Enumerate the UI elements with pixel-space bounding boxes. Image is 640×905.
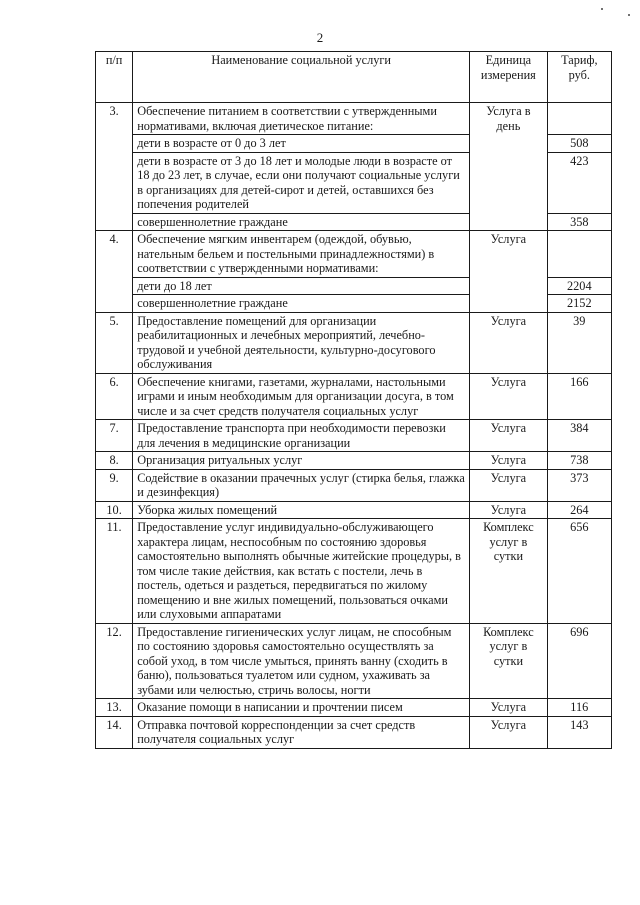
table-row [96,373,612,420]
table-header-row [96,52,612,103]
header-name: Наименование социальной услуги [133,52,470,103]
service-price: 264 [547,501,611,519]
service-name: Уборка жилых помещений [133,501,470,519]
service-name: Организация ритуальных услуг [133,452,470,470]
service-unit: Услуга в день [470,103,547,231]
tariff-table [95,51,612,749]
service-name: Предоставление гигиенических услуг лицам, не способным по состоянию здоровья самостоятельно осуществлять за собой уход, в том числе умыться, принять ванну (сходить в баню), пользоваться туалетом или судном, ухаживать за зубами или челюстью, стричь волосы, ногти [133,623,470,699]
service-name: Обеспечение питанием в соответствии с утвержденными нормативами, включая диетическое питание: [133,103,470,135]
service-number: 10. [96,501,133,519]
service-name: Обеспечение мягким инвентарем (одеждой, обувью, нательным бельем и постельными принадлежностями) в соответствии с утвержденными нормативами: [133,231,470,278]
service-number: 8. [96,452,133,470]
service-number: 7. [96,420,133,452]
service-number: 11. [96,519,133,624]
service-unit: Услуга [470,716,547,748]
subitem-name: дети в возрасте от 3 до 18 лет и молодые люди в возрасте от 18 до 23 лет, в случае, если они получают социальные услуги в организациях для детей-сирот и детей, оставшихся без попечения родителей [133,152,470,213]
service-price: 384 [547,420,611,452]
table-row [96,519,612,624]
service-price: 116 [547,699,611,717]
subitem-name: дети до 18 лет [133,277,470,295]
table-row [96,103,612,135]
table-body [96,103,612,749]
service-number: 13. [96,699,133,717]
service-unit: Услуга [470,312,547,373]
subitem-price: 358 [547,213,611,231]
service-price: 373 [547,469,611,501]
service-number: 4. [96,231,133,313]
scan-speck [601,8,603,10]
service-unit: Услуга [470,231,547,313]
service-name: Отправка почтовой корреспонденции за счет средств получателя социальных услуг [133,716,470,748]
service-number: 9. [96,469,133,501]
service-price [547,103,611,135]
header-unit: Единица измерения [470,52,547,103]
table-row [96,501,612,519]
scan-speck [628,14,630,16]
service-name: Предоставление услуг индивидуально-обслуживающего характера лицам, неспособным по состоянию здоровья самостоятельно выполнять обычные житейские процедуры, в том числе такие действия, как встать с постели, лечь в постель, одеться и раздеться, передвигаться по жилому помещению и вне жилых помещений, пользоваться очками или слуховыми аппаратами [133,519,470,624]
service-price: 738 [547,452,611,470]
table-row [96,469,612,501]
header-price: Тариф, руб. [547,52,611,103]
table-row [96,420,612,452]
service-unit: Услуга [470,469,547,501]
service-name: Предоставление транспорта при необходимости перевозки для лечения в медицинские организации [133,420,470,452]
subitem-price: 2152 [547,295,611,313]
service-name: Содействие в оказании прачечных услуг (стирка белья, глажка и дезинфекция) [133,469,470,501]
service-number: 14. [96,716,133,748]
service-name: Предоставление помещений для организации реабилитационных и лечебных мероприятий, лечебно-трудовой и учебной деятельности, культурно-досугового обслуживания [133,312,470,373]
table-row [96,231,612,278]
table-row [96,699,612,717]
service-unit: Комплекс услуг в сутки [470,623,547,699]
service-price [547,231,611,278]
service-number: 5. [96,312,133,373]
service-unit: Комплекс услуг в сутки [470,519,547,624]
table-row [96,312,612,373]
service-number: 6. [96,373,133,420]
service-price: 143 [547,716,611,748]
service-name: Обеспечение книгами, газетами, журналами, настольными играми и иным необходимым для организации досуга, в том числе и за счет средств получателя социальных услуг [133,373,470,420]
service-name: Оказание помощи в написании и прочтении писем [133,699,470,717]
table-row [96,452,612,470]
header-num: п/п [96,52,133,103]
service-unit: Услуга [470,501,547,519]
service-price: 656 [547,519,611,624]
subitem-name: дети в возрасте от 0 до 3 лет [133,135,470,153]
subitem-name: совершеннолетние граждане [133,295,470,313]
service-unit: Услуга [470,373,547,420]
subitem-name: совершеннолетние граждане [133,213,470,231]
service-number: 3. [96,103,133,231]
service-price: 696 [547,623,611,699]
page-number: 2 [316,30,324,45]
subitem-price: 2204 [547,277,611,295]
table-row [96,716,612,748]
service-price: 39 [547,312,611,373]
subitem-price: 508 [547,135,611,153]
service-unit: Услуга [470,699,547,717]
service-price: 166 [547,373,611,420]
subitem-price: 423 [547,152,611,213]
service-unit: Услуга [470,452,547,470]
service-number: 12. [96,623,133,699]
service-unit: Услуга [470,420,547,452]
table-row [96,623,612,699]
